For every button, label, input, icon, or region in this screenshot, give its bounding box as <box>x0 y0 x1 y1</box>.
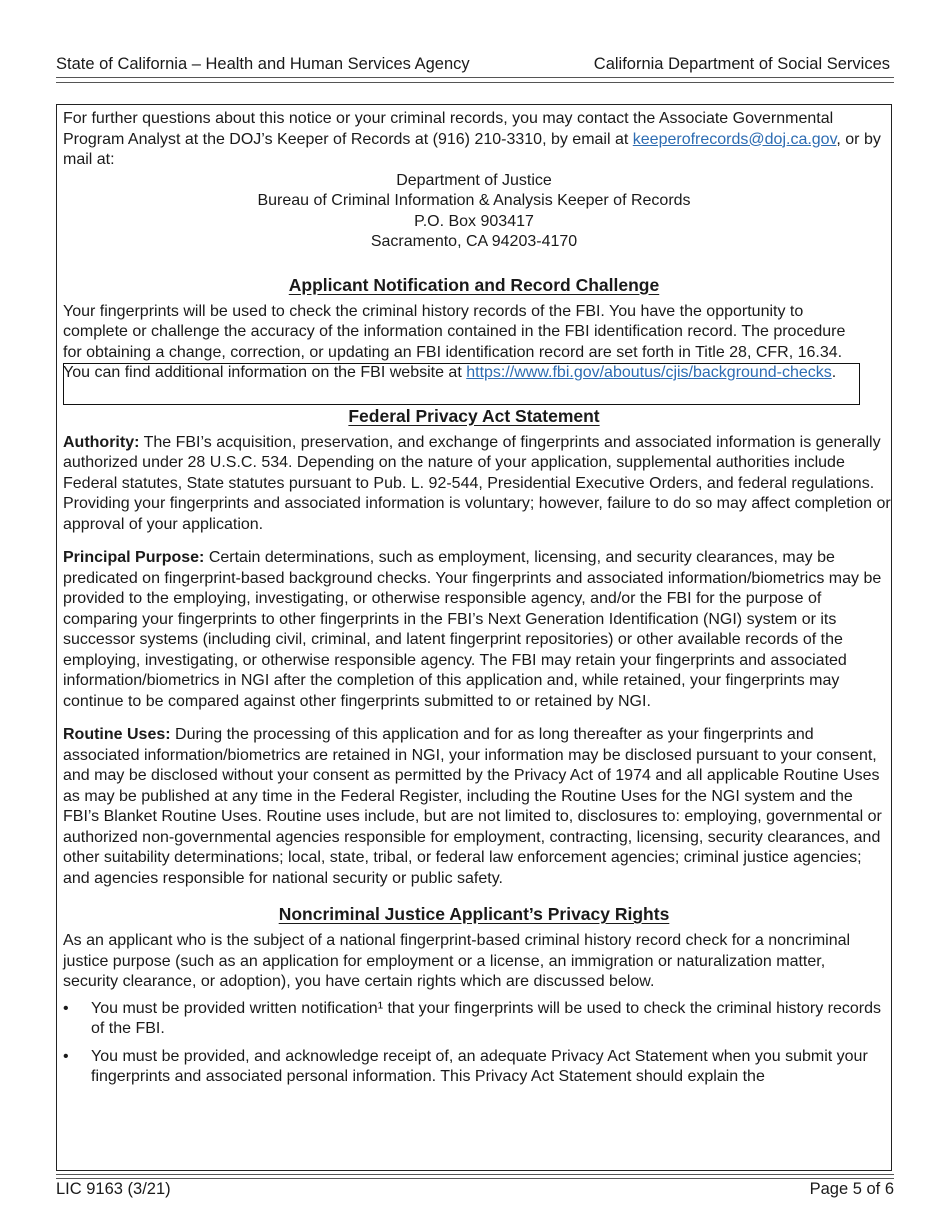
bullet-icon: • <box>63 1047 69 1065</box>
notice-content <box>63 109 893 1095</box>
principal-purpose-paragraph <box>63 548 893 712</box>
address-line: Department of Justice <box>396 171 552 189</box>
routine-uses-text: During the processing of this application and for as long thereafter as your fingerprints and associated information/biometrics are retained in NGI, your information may be disclosed pursuant to your consent, and may be disclosed without your consent as permitted by the Privacy Act of 1974 and all applicable Routine Uses as may be published at any time in the Federal Register, including the Routine Uses for the NGI system and the FBI’s Blanket Routine Uses. Routine uses include, but are not limited to, disclosures to: employing, governmental or authorized non-governmental agencies responsible for employment, contracting, licensing, security clearances, and other suitability determinations; local, state, tribal, or federal law enforcement agencies; criminal justice agencies; and agencies responsible for national security or public safety. <box>63 726 882 887</box>
mailing-address <box>63 171 885 253</box>
form-number: LIC 9163 (3/21) <box>56 1180 171 1198</box>
principal-purpose-label: Principal Purpose: <box>63 549 205 566</box>
principal-purpose-text: Certain determinations, such as employment, licensing, and security clearances, may be predicated on fingerprint-based background checks. Your fingerprints and associated information/biometrics may be provided to the employing, investigating, or otherwise responsible agency, and/or the FBI for the purpose of comparing your fingerprints to other fingerprints in the FBI’s Next Generation Identification (NGI) system or its successor systems (including civil, criminal, and latent fingerprint repositories) or other available records of the employing, investigating, or otherwise responsible agency. The FBI may retain your fingerprints and associated information/biometrics in NGI after the completion of this application and, while retained, your fingerprints may continue to be compared against other fingerprints submitted to or retained by NGI. <box>63 549 882 710</box>
address-line: Bureau of Criminal Information & Analysis Keeper of Records <box>257 192 691 209</box>
address-line: Sacramento, CA 94203-4170 <box>370 233 578 250</box>
contact-paragraph <box>63 109 893 171</box>
page-footer <box>56 1180 894 1199</box>
footer-divider <box>56 1174 894 1179</box>
notification-paragraph <box>63 302 893 384</box>
notification-text: Your fingerprints will be used to check the criminal history records of the FBI. You have the opportunity to complete or challenge the accuracy of the information contained in the FBI identification record. The procedure for obtaining a change, correction, or updating an FBI identification record are set forth in Title 28, CFR, 16.34. You can find additional information on the FBI website at <box>63 302 846 381</box>
address-line: P.O. Box 903417 <box>414 212 534 230</box>
contact-text: For further questions about this notice or your criminal records, you may contact the Associate Governmental Program Analyst at the DOJ’s Keeper of Records at (916) 210-3310, by email at <box>63 110 834 148</box>
list-item <box>63 999 893 1040</box>
notification-text-end: . <box>831 364 837 381</box>
list-item-text: You must be provided written notification¹ that your fingerprints will be used to check the criminal history records of the FBI. <box>91 999 882 1037</box>
header-divider <box>56 77 894 83</box>
privacy-rights-heading: Noncriminal Justice Applicant’s Privacy Rights <box>278 904 670 924</box>
privacy-rights-intro: As an applicant who is the subject of a national fingerprint-based criminal history record check for a noncriminal justice purpose (such as an application for employment or a license, an immigration or naturalization matter, security clearance, or adoption), you have certain rights which are discussed below. <box>63 932 851 990</box>
routine-uses-paragraph <box>63 725 893 889</box>
page-number: Page 5 of 6 <box>809 1180 894 1198</box>
authority-text: The FBI’s acquisition, preservation, and exchange of fingerprints and associated information is generally authorized under 28 U.S.C. 534. Depending on the nature of your application, supplemental authorities include Federal statutes, State statutes pursuant to Pub. L. 92-544, Presidential Executive Orders, and federal regulations. Providing your fingerprints and associated information is voluntary; however, failure to do so may affect completion or approval of your application. <box>63 433 891 533</box>
email-link[interactable]: keeperofrecords@doj.ca.gov <box>632 130 837 148</box>
header-agency: State of California – Health and Human Services Agency <box>56 55 470 73</box>
notification-heading: Applicant Notification and Record Challenge <box>288 274 660 295</box>
header-department: California Department of Social Services <box>593 55 890 73</box>
list-item-text: You must be provided, and acknowledge receipt of, an adequate Privacy Act Statement when you submit your fingerprints and associated personal information. This Privacy Act Statement should explain the <box>91 1047 868 1085</box>
privacy-act-heading: Federal Privacy Act Statement <box>348 405 600 426</box>
authority-label: Authority: <box>63 433 140 451</box>
page-header <box>56 50 890 74</box>
bullet-icon: • <box>63 999 69 1017</box>
fbi-website-link[interactable]: https://www.fbi.gov/aboutus/cjis/background-checks <box>466 364 832 381</box>
privacy-rights-list <box>63 999 893 1088</box>
routine-uses-label: Routine Uses: <box>63 726 171 743</box>
list-item <box>63 1047 893 1088</box>
contact-text-end: , or by mail at: <box>63 130 881 168</box>
authority-paragraph <box>63 433 893 536</box>
